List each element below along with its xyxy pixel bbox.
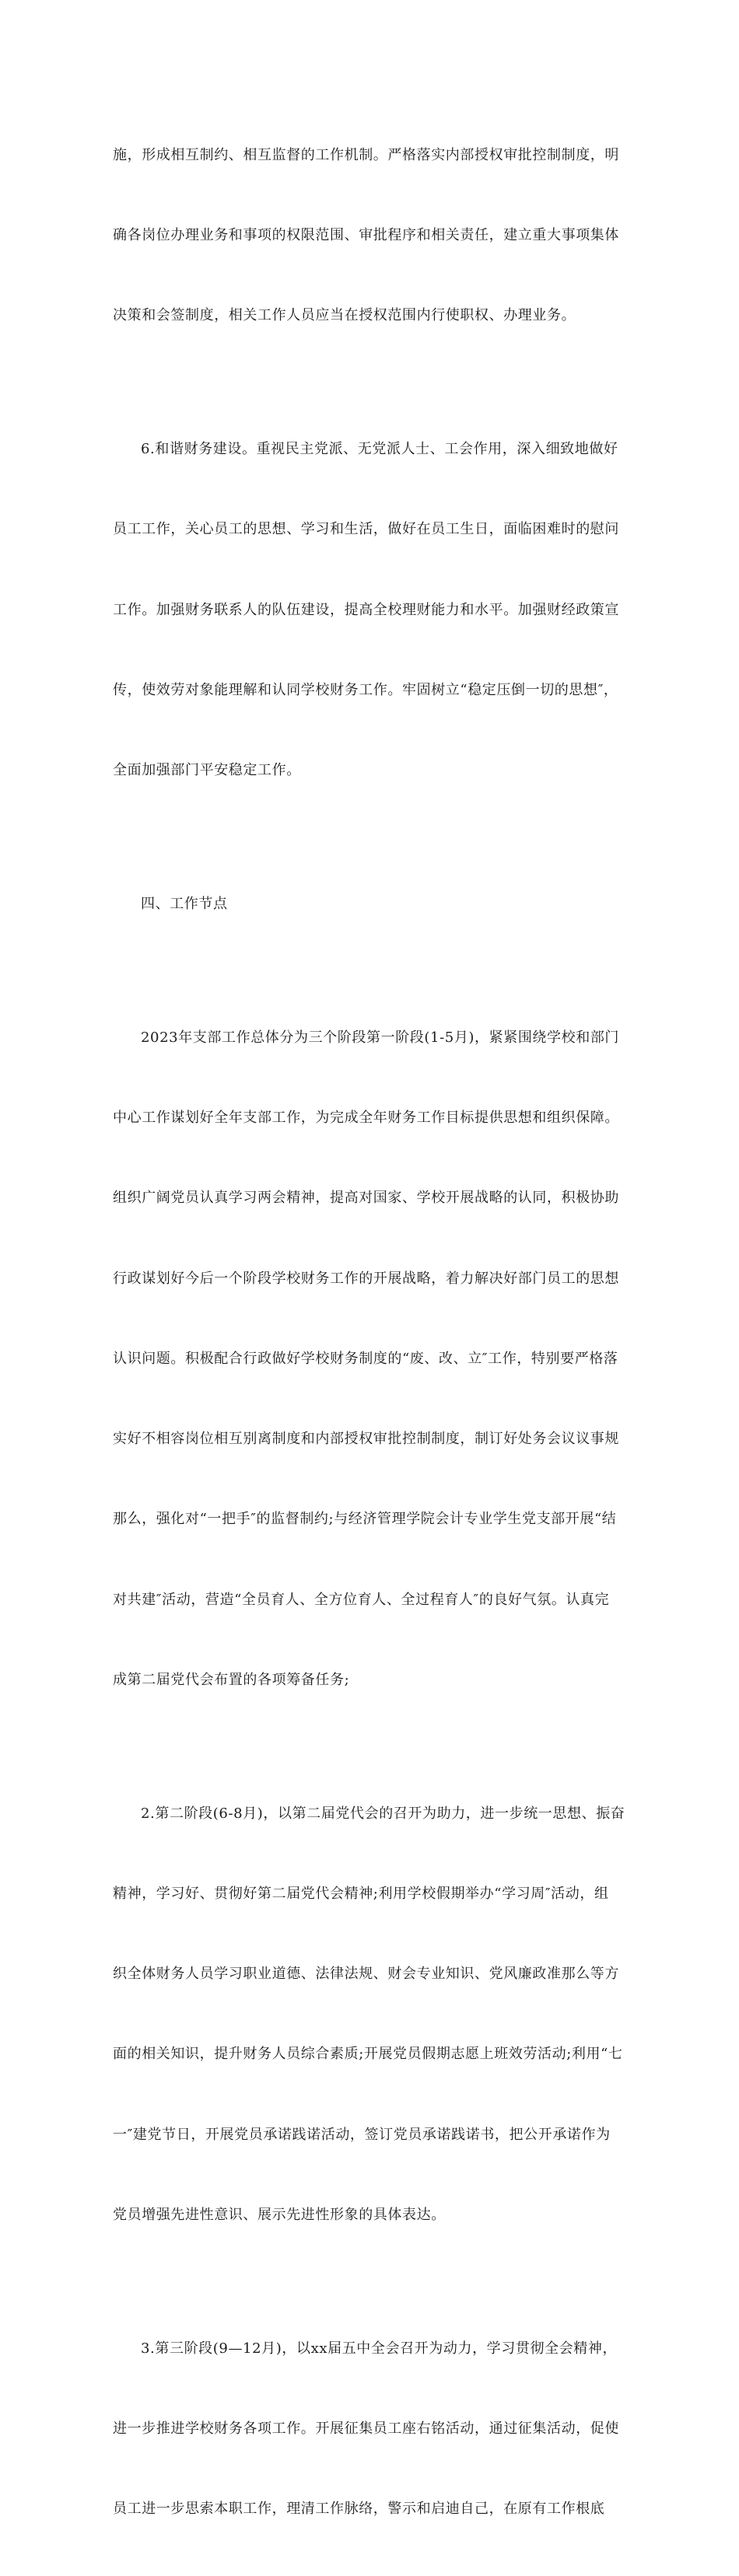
text-line: 一″建党节日，开展党员承诺践诺活动，签订党员承诺践诺书，把公开承诺作为 [113, 2126, 611, 2143]
text-line: 确各岗位办理业务和事项的权限范围、审批程序和相关责任，建立重大事项集体 [113, 227, 619, 244]
text-line: 对共建″活动，营造“全员育人、全方位育人、全过程育人″的良好气氛。认真完 [113, 1591, 610, 1608]
text-line: 6.和谐财务建设。重视民主党派、无党派人士、工会作用，深入细致地做好 [141, 441, 618, 458]
section-heading-work-milestones [113, 837, 631, 971]
paragraph-stage-three [113, 2282, 631, 2576]
text-line: 面的相关知识，提升财务人员综合素质;开展党员假期志愿上班效劳活动;利用“七 [113, 2046, 623, 2063]
paragraph-harmonious-finance [113, 383, 631, 837]
paragraph-stage-two [113, 1747, 631, 2282]
text-line: 那么，强化对“一把手″的监督制约;与经济管理学院会计专业学生党支部开展“结 [113, 1511, 617, 1528]
text-line: 实好不相容岗位相互别离制度和内部授权审批控制制度，制订好处务会议议事规 [113, 1431, 619, 1448]
text-line: 决策和会签制度，相关工作人员应当在授权范围内行使职权、办理业务。 [113, 307, 576, 324]
document-body [113, 89, 631, 2576]
paragraph-stage-one [113, 971, 631, 1747]
text-line: 织全体财务人员学习职业道德、法律法规、财会专业知识、党风廉政准那么等方 [113, 1966, 619, 1983]
text-line: 工作。加强财务联系人的队伍建设，提高全校理财能力和水平。加强财经政策宣 [113, 601, 619, 618]
text-line: 组织广阔党员认真学习两会精神，提高对国家、学校开展战略的认同，积极协助 [113, 1190, 619, 1207]
text-line: 2023年支部工作总体分为三个阶段第一阶段(1-5月)，紧紧围绕学校和部门 [141, 1029, 620, 1047]
text-line: 传，使效劳对象能理解和认同学校财务工作。牢固树立“稳定压倒一切的思想″， [113, 681, 618, 698]
text-line: 3.第三阶段(9—12月)，以xx届五中全会召开为动力，学习贯彻全会精神， [141, 2340, 618, 2357]
text-line: 成第二届党代会布置的各项筹备任务; [113, 1671, 350, 1688]
text-line: 全面加强部门平安稳定工作。 [113, 762, 301, 779]
text-line: 施，形成相互制约、相互监督的工作机制。严格落实内部授权审批控制制度，明 [113, 146, 619, 163]
text-line: 进一步推进学校财务各项工作。开展征集员工座右铭活动，通过征集活动，促使 [113, 2420, 619, 2437]
text-line: 2.第二阶段(6-8月)，以第二届党代会的召开为助力，进一步统一思想、振奋 [141, 1805, 625, 1822]
text-line: 行政谋划好今后一个阶段学校财务工作的开展战略，着力解决好部门员工的思想 [113, 1270, 619, 1287]
text-line: 员工工作，关心员工的思想、学习和生活，做好在员工生日，面临困难时的慰问 [113, 521, 619, 538]
paragraph-internal-control [113, 89, 631, 383]
text-line: 精神，学习好、贯彻好第二届党代会精神;利用学校假期举办“学习周″活动，组 [113, 1885, 609, 1902]
text-line: 认识问题。积极配合行政做好学校财务制度的“废、改、立″工作，特别要严格落 [113, 1350, 618, 1367]
section-heading: 四、工作节点 [141, 896, 228, 913]
text-line: 中心工作谋划好全年支部工作，为完成全年财务工作目标提供思想和组织保障。 [113, 1110, 619, 1127]
text-line: 员工进一步思索本职工作，理清工作脉络，警示和启迪自己，在原有工作根底 [113, 2501, 605, 2518]
text-line: 党员增强先进性意识、展示先进性形象的具体表达。 [113, 2206, 446, 2223]
